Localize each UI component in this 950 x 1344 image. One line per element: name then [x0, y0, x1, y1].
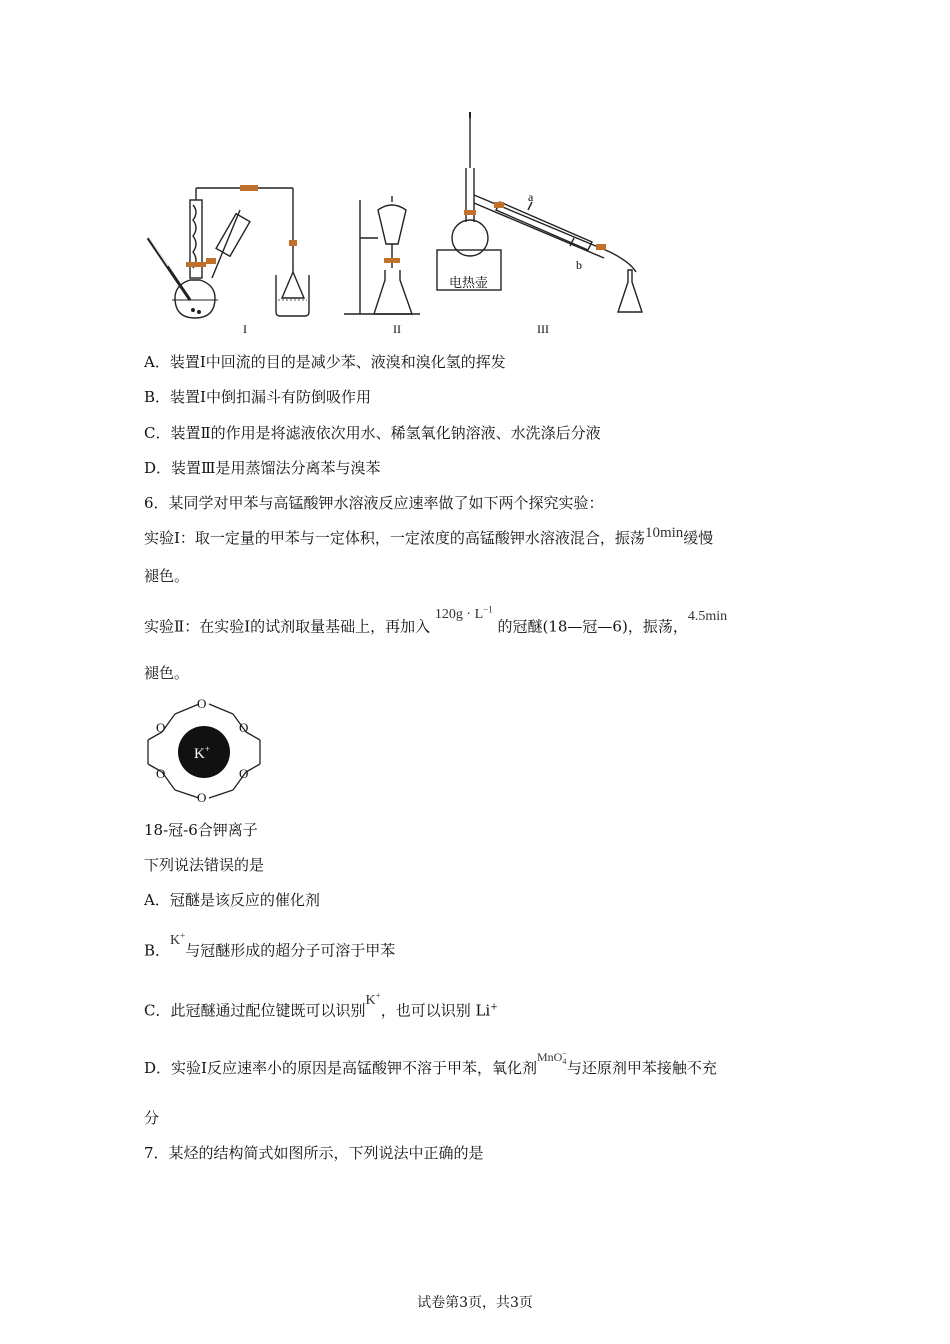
exp2-text-b: 的冠醚(18—冠—6)，振荡， — [497, 617, 688, 636]
page-footer: 试卷第3页，共3页 — [417, 1295, 533, 1311]
q6-option-b — [144, 930, 396, 963]
crown-oxygen-6: O — [197, 790, 207, 805]
q7-stem: 7．某烃的结构简式如图所示，下列说法中正确的是 — [144, 1144, 484, 1162]
crown-potassium-ion: K+ — [194, 744, 210, 762]
q6-option-c — [144, 990, 498, 1023]
q6-option-a: A．冠醚是该反应的催化剂 — [144, 891, 320, 909]
apparatus-label-1: I — [243, 322, 247, 336]
exp2-concentration: $120g \cdot L^{-1}$ — [434, 604, 493, 622]
condenser-outlet-label: b — [576, 258, 582, 272]
apparatus-label-2: II — [393, 322, 401, 336]
q5-option-d: D．装置Ⅲ是用蒸馏法分离苯与溴苯 — [144, 459, 381, 477]
optc-text-a: C．此冠醚通过配位键既可以识别 — [144, 1001, 366, 1020]
heater-label: 电热壶 — [449, 276, 489, 291]
optd-text-a: D．实验Ⅰ反应速率小的原因是高锰酸钾不溶于甲苯，氧化剂 — [144, 1059, 537, 1077]
q6-experiment-2 — [144, 604, 728, 639]
q5-option-c: C．装置Ⅱ的作用是将滤液依次用水、稀氢氧化钠溶液、水洗涤后分液 — [144, 424, 601, 442]
q6-stem: 6．某同学对甲苯与高锰酸钾水溶液反应速率做了如下两个探究实验： — [144, 494, 604, 512]
optb-ion: K+ — [170, 930, 186, 948]
crown-oxygen-1: O — [197, 696, 207, 711]
exp1-time: 10min — [644, 525, 684, 541]
crown-oxygen-2: O — [156, 720, 166, 735]
q6-prompt: 下列说法错误的是 — [144, 856, 265, 874]
optd-text-b: 与还原剂甲苯接触不充 — [566, 1059, 717, 1077]
exp2-time: 4.5min — [687, 608, 728, 624]
exp2-text-a: 实验Ⅱ：在实验Ⅰ的试剂取量基础上，再加入 — [144, 617, 431, 636]
crown-caption: 18-冠-6合钾离子 — [144, 821, 258, 839]
crown-oxygen-3: O — [239, 720, 249, 735]
q6-option-d-end: 分 — [144, 1109, 160, 1127]
q5-option-a: A．装置Ⅰ中回流的目的是减少苯、液溴和溴化氢的挥发 — [144, 353, 506, 371]
apparatus-label-3: III — [537, 322, 549, 336]
q5-option-b: B．装置Ⅰ中倒扣漏斗有防倒吸作用 — [144, 388, 371, 406]
optc-li-charge: + — [490, 1002, 498, 1013]
crown-oxygen-5: O — [239, 766, 249, 781]
optc-text-b: ，也可以识别 Li — [380, 1001, 491, 1020]
q6-experiment-2-end: 褪色。 — [144, 664, 190, 682]
optc-ion: K+ — [365, 990, 381, 1008]
q6-experiment-1-end: 褪色。 — [144, 567, 190, 585]
exp1-text-b: 缓慢 — [683, 529, 714, 547]
q6-experiment-1 — [144, 525, 714, 549]
condenser-inlet-label: a — [528, 190, 534, 204]
optb-text: 与冠醚形成的超分子可溶于甲苯 — [185, 941, 396, 960]
optb-prefix: B． — [144, 941, 171, 960]
crown-oxygen-4: O — [156, 766, 166, 781]
exp1-text-a: 实验Ⅰ：取一定量的甲苯与一定体积，一定浓度的高锰酸钾水溶液混合，振荡 — [144, 529, 645, 547]
q6-option-d — [144, 1049, 717, 1079]
optd-ion: MnO− 4 — [536, 1049, 567, 1067]
